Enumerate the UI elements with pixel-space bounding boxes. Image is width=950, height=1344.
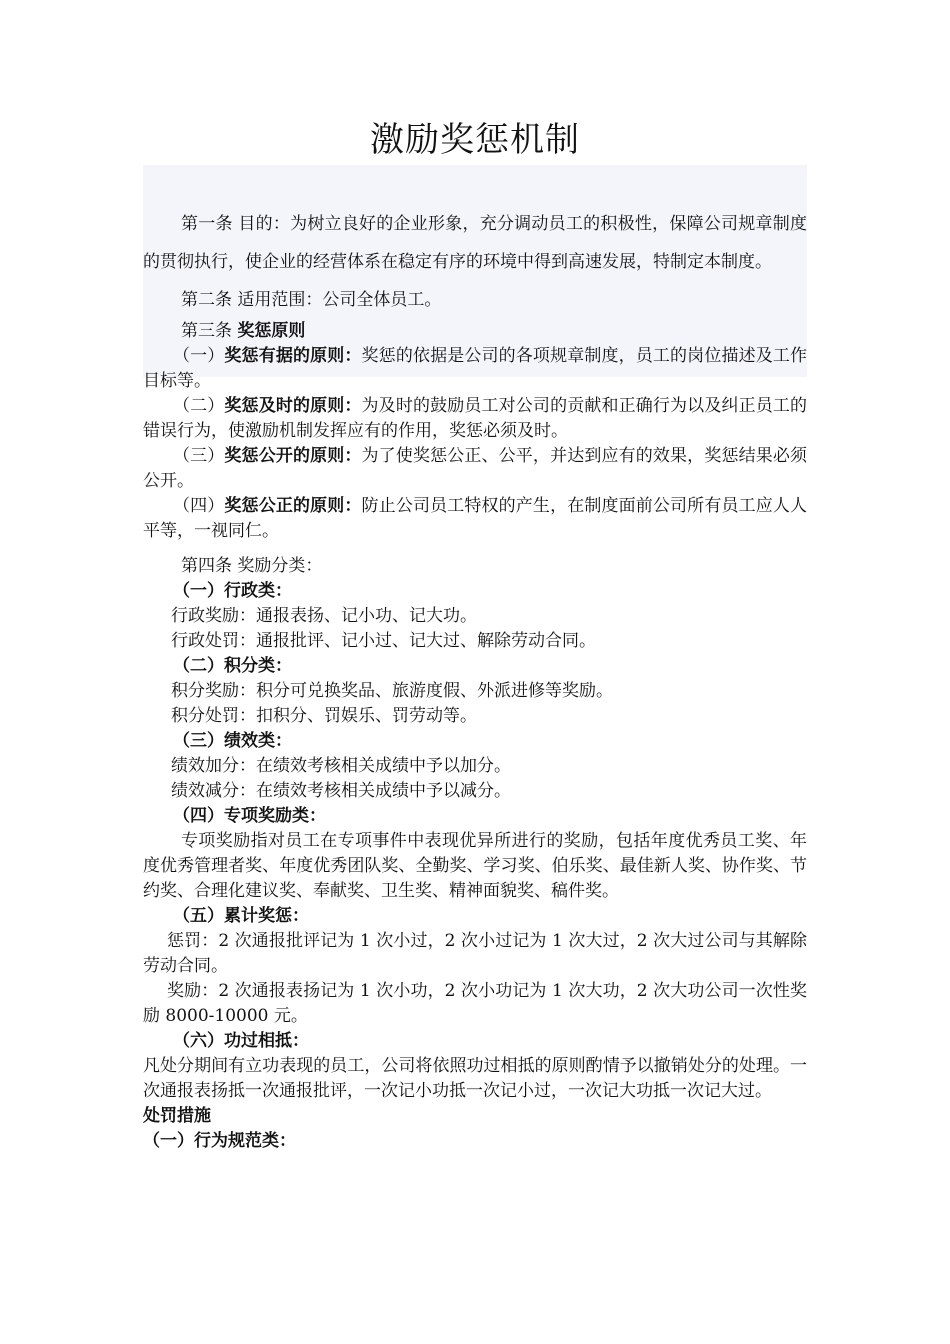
article-3-heading: 第三条 奖惩原则 <box>181 321 306 341</box>
article-4-heading: 第四条 奖励分类： <box>181 556 323 576</box>
document-body <box>143 205 807 1154</box>
category-1-penalty: 行政处罚：通报批评、记小过、记大过、解除劳动合同。 <box>171 631 596 651</box>
principle-1: （一）奖惩有据的原则：奖惩的依据是公司的各项规章制度，员工的岗位描述及工作目标等。 <box>143 346 808 391</box>
article-2: 第二条 适用范围：公司全体员工。 <box>181 290 442 310</box>
principle-3: （三）奖惩公开的原则：为了使奖惩公正、公平，并达到应有的效果，奖惩结果必须公开。 <box>143 446 808 491</box>
category-5-reward: 奖励：2 次通报表扬记为 1 次小功，2 次小功记为 1 次大功，2 次大功公司一次性奖励 8000-10000 元。 <box>143 981 807 1026</box>
category-5-penalty: 惩罚：2 次通报批评记为 1 次小过，2 次小过记为 1 次大过，2 次大过公司与其解除劳动合同。 <box>143 931 807 976</box>
article-1: 第一条 目的：为树立良好的企业形象，充分调动员工的积极性，保障公司规章制度的贯彻执行，使企业的经营体系在稳定有序的环境中得到高速发展，特制定本制度。 <box>143 214 807 272</box>
category-3-reward: 绩效加分：在绩效考核相关成绩中予以加分。 <box>171 756 511 776</box>
category-6-text: 凡处分期间有立功表现的员工，公司将依照功过相抵的原则酌情予以撤销处分的处理。一次通报表扬抵一次通报批评，一次记小功抵一次记小过，一次记大功抵一次记大过。 <box>143 1056 807 1101</box>
category-6-title: （六）功过相抵： <box>173 1031 309 1051</box>
category-2-title: （二）积分类： <box>173 656 292 676</box>
spacer <box>143 544 807 554</box>
category-2-penalty: 积分处罚：扣积分、罚娱乐、罚劳动等。 <box>171 706 477 726</box>
penalties-heading: 处罚措施 <box>143 1106 211 1126</box>
category-4-text: 专项奖励指对员工在专项事件中表现优异所进行的奖励，包括年度优秀员工奖、年度优秀管理者奖、年度优秀团队奖、全勤奖、学习奖、伯乐奖、最佳新人奖、协作奖、节约奖、合理化建议奖、奉献奖、卫生奖、精神面貌奖、稿件奖。 <box>143 831 807 901</box>
category-4-title: （四）专项奖励类： <box>173 806 326 826</box>
penalties-sub-1: （一）行为规范类： <box>143 1131 296 1151</box>
document-title: 激励奖惩机制 <box>370 120 580 160</box>
category-1-reward: 行政奖励：通报表扬、记小功、记大功。 <box>171 606 477 626</box>
category-3-penalty: 绩效减分：在绩效考核相关成绩中予以减分。 <box>171 781 511 801</box>
principle-4: （四）奖惩公正的原则：防止公司员工特权的产生，在制度面前公司所有员工应人人平等，一视同仁。 <box>143 496 808 541</box>
category-1-title: （一）行政类： <box>173 581 292 601</box>
category-3-title: （三）绩效类： <box>173 731 292 751</box>
principle-2: （二）奖惩及时的原则：为及时的鼓励员工对公司的贡献和正确行为以及纠正员工的错误行为，使激励机制发挥应有的作用，奖惩必须及时。 <box>143 396 808 441</box>
category-2-reward: 积分奖励：积分可兑换奖品、旅游度假、外派进修等奖励。 <box>171 681 613 701</box>
category-5-title: （五）累计奖惩： <box>173 906 309 926</box>
